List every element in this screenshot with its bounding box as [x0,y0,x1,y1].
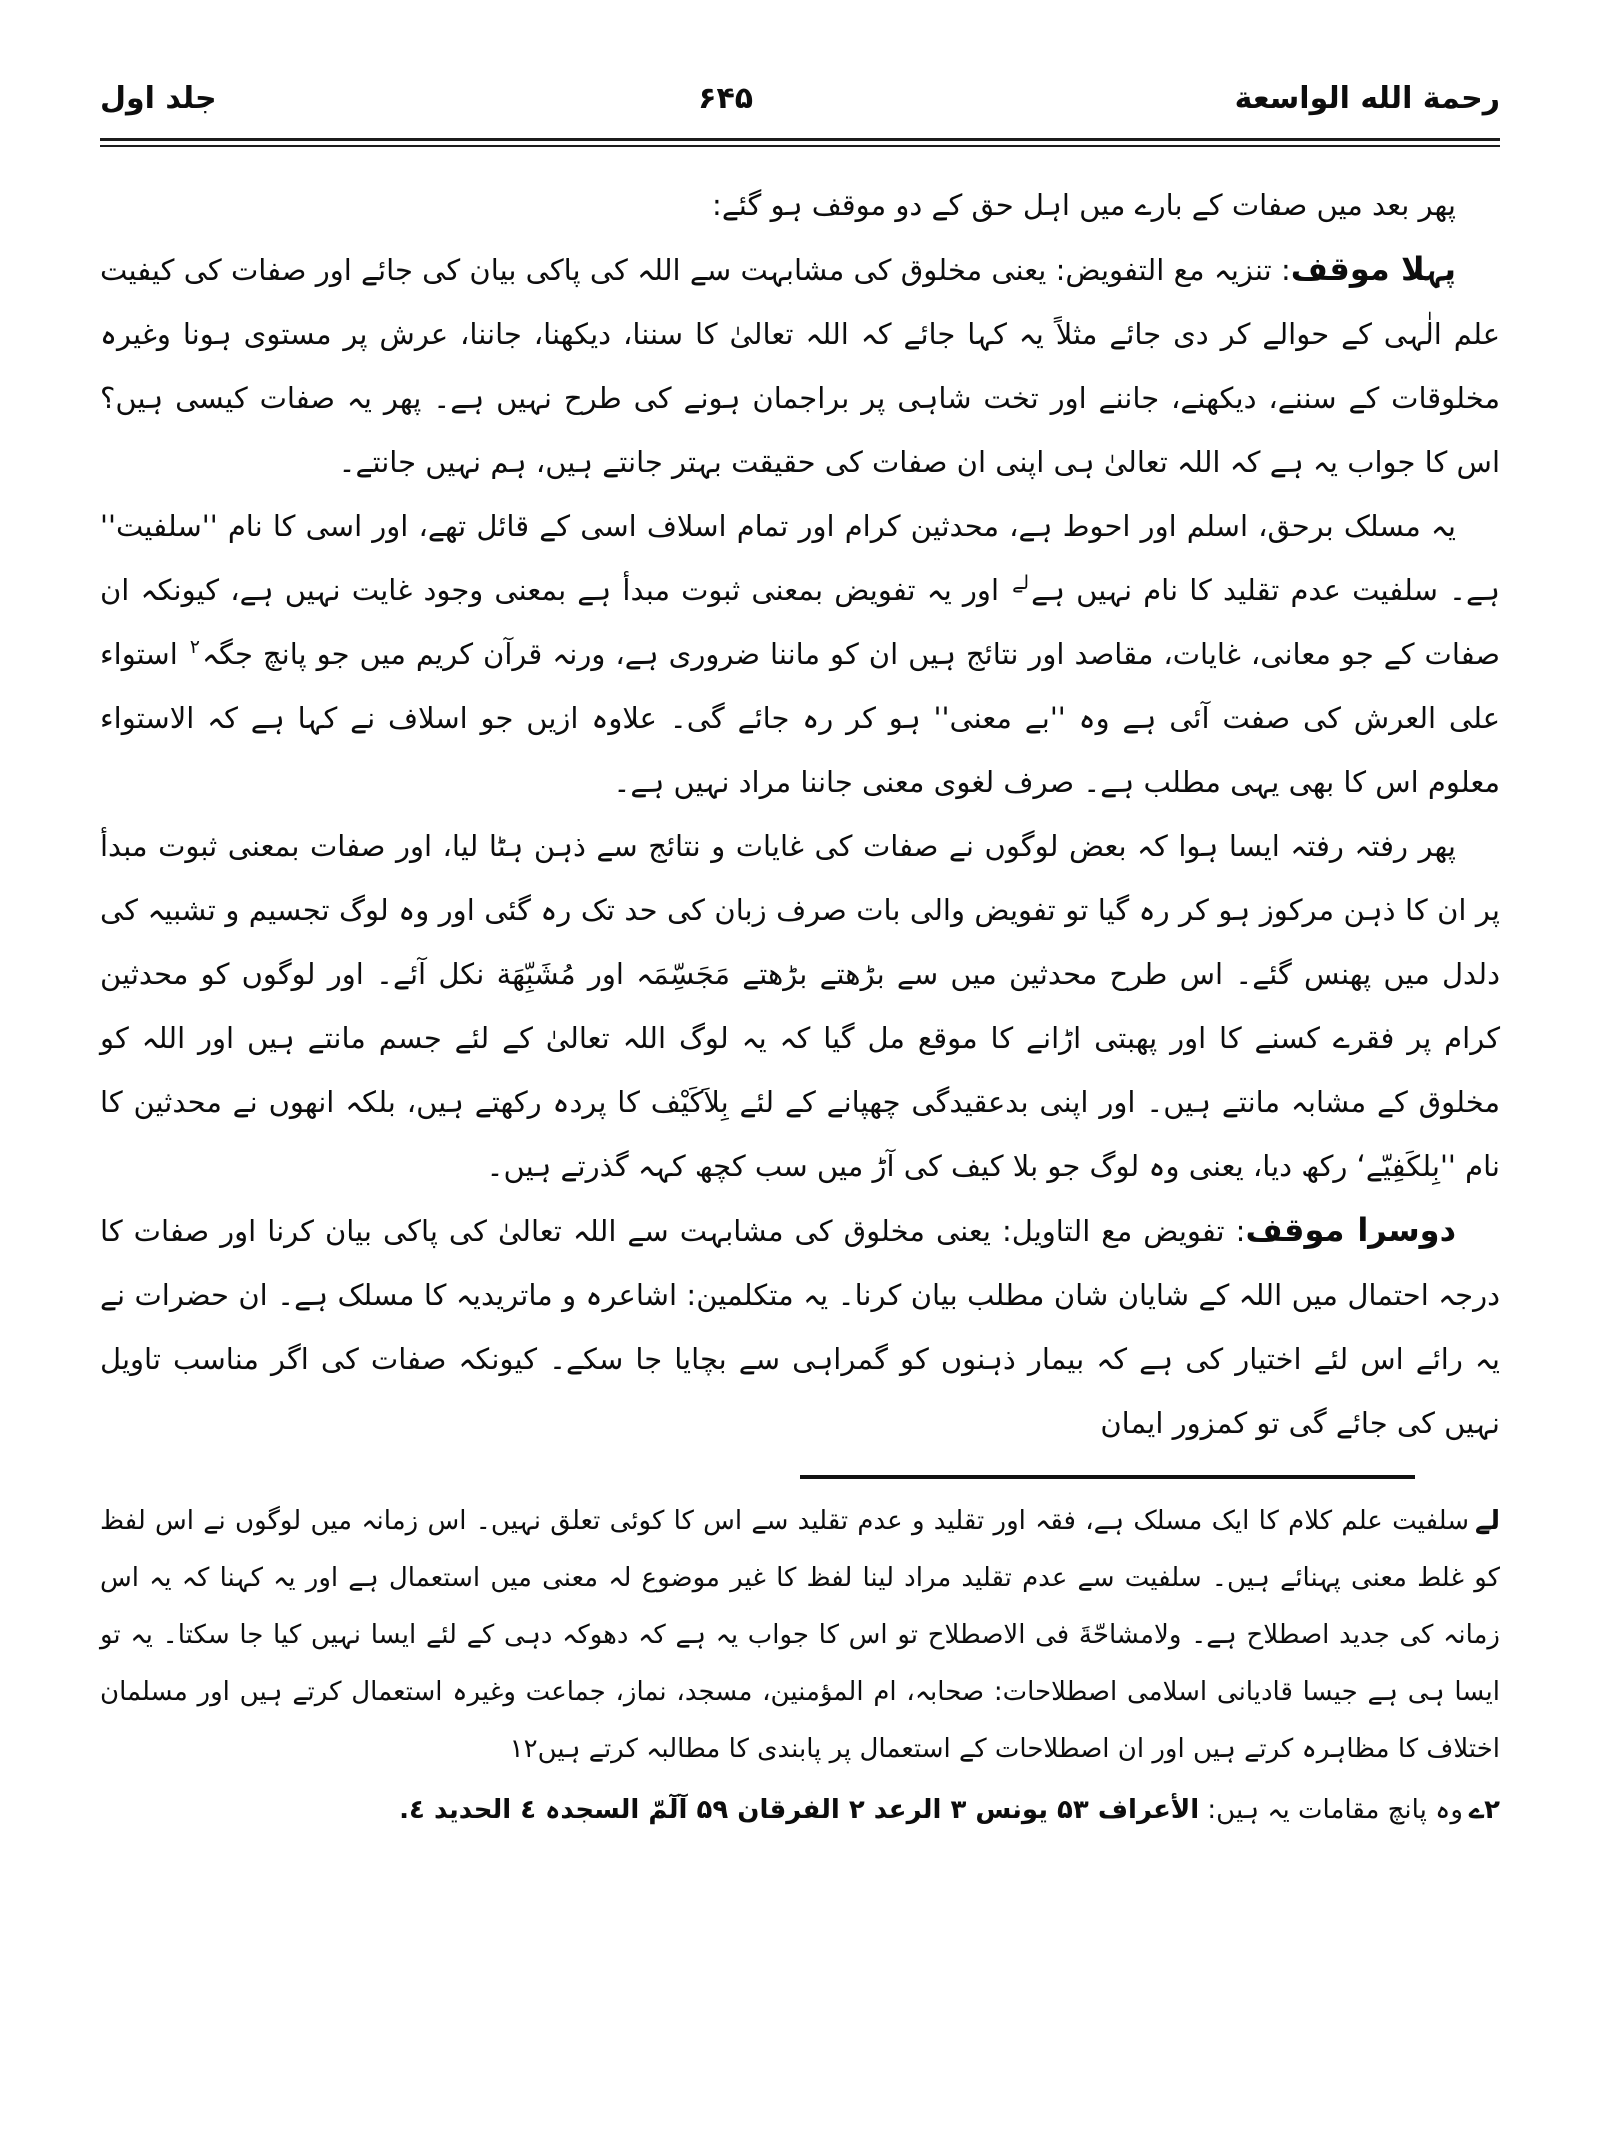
maslak-paragraph [100,494,1500,814]
maslak-text-c: استواء علی العرش کی صفت آئی ہے وہ ''بے معنی'' ہو کر رہ جائے گی۔ علاوہ ازیں جو اسلاف نے کہا ہے کہ الاستواء معلوم اس کا بھی یہی مطلب ہے۔ صرف لغوی معنی جاننا مراد نہیں ہے۔ [100,637,1501,799]
footnotes-section [100,1493,1500,1839]
footnote-2-intro: وہ پانچ مقامات یہ ہیں: [1199,1795,1463,1825]
maslak-text-a: یہ مسلک برحق، اسلم اور احوط ہے، محدثین کرام اور تمام اسلاف اسی کے قائل تھے، اور اسی کا نام ''سلفیت'' ہے۔ سلفیت عدم تقلید کا نام نہیں ہے [100,509,1500,607]
footnote-1 [100,1493,1500,1778]
second-position-text: : تفویض مع التاویل: یعنی مخلوق کی مشابہت سے اللہ تعالیٰ کی پاکی بیان کرنا اور صفات کا درجہ احتمال میں اللہ کے شایان شان مطلب بیان کرنا۔ یہ متکلمین: اشاعرہ و ماتریدیہ کا مسلک ہے۔ ان حضرات نے یہ رائے اس لئے اختیار کی ہے کہ بیمار ذہنوں کو گمراہی سے بچایا جا سکے۔ کیونکہ صفات کی اگر مناسب تاویل نہیں کی جائے گی تو کمزور ایمان [100,1214,1500,1440]
header-divider [100,138,1500,147]
footnote-2-references: الأعراف ۵۳ یونس ۳ الرعد ۲ الفرقان ۵۹ آلٓمّ السجدہ ٤ الحدید ٤. [399,1795,1200,1825]
footnote-2 [100,1782,1500,1839]
maslak-text-b: اور یہ تفویض بمعنی ثبوت مبدأ ہے بمعنی وجود غایت نہیں ہے، کیونکہ ان صفات کے جو معانی، غایات، مقاصد اور نتائج ہیں ان کو ماننا ضروری ہے، ورنہ قرآن کریم میں جو پانچ جگہ [100,573,1500,671]
gradual-text: پھر رفتہ رفتہ ایسا ہوا کہ بعض لوگوں نے صفات کی غایات و نتائج سے ذہن ہٹا لیا، اور صفات بمعنی ثبوت مبدأ پر ان کا ذہن مرکوز ہو کر رہ گیا تو تفویض والی بات صرف زبان کی حد تک رہ گئی اور وہ لوگ تجسیم و تشبیہ کی دلدل میں پھنس گئے۔ اس طرح محدثین میں سے بڑھتے بڑھتے مَجَسِّمَہ اور مُشَبِّهَة نکل آئے۔ اور لوگوں کو محدثین کرام پر فقرے کسنے کا اور پھبتی اڑانے کا موقع مل گیا کہ یہ لوگ اللہ تعالیٰ کے لئے جسم مانتے ہیں اور اللہ کو مخلوق کے مشابہ مانتے ہیں۔ اور اپنی بدعقیدگی چھپانے کے لئے بِلاَکَیْف کا پردہ رکھتے ہیں، بلکہ انھوں نے محدثین کا نام ''بِلکَفِیّے‘ رکھ دیا، یعنی وہ لوگ جو بلا کیف کی آڑ میں سب کچھ کہہ گذرتے ہیں۔ [100,829,1500,1183]
footnote-ref-2: ۲ [189,636,200,659]
page-header [100,78,1500,120]
volume-label: جلد اول [100,81,217,116]
footnote-ref-1: لے [1012,572,1030,595]
body-text [100,173,1500,1455]
book-title: رحمة الله الواسعة [1234,81,1500,116]
first-position-paragraph [100,237,1500,494]
footnote-1-text: سلفیت علم کلام کا ایک مسلک ہے، فقہ اور تقلید و عدم تقلید سے اس کا کوئی تعلق نہیں۔ اس زمانہ میں لوگوں نے اس لفظ کو غلط معنی پہنائے ہیں۔ سلفیت سے عدم تقلید مراد لینا لفظ کا غیر موضوع لہ معنی میں استعمال ہے اور یہ کہنا کہ یہ اس زمانہ کی جدید اصطلاح ہے۔ ولامشاحّةَ فی الاصطلاح تو اس کا جواب یہ ہے کہ دھوکہ دہی کے لئے ایسا نہیں کیا جا سکتا۔ یہ تو ایسا ہی ہے جیسا قادیانی اسلامی اصطلاحات: صحابہ، ام المؤمنین، مسجد، نماز، جماعت وغیرہ استعمال کرتے ہیں اور مسلمان اختلاف کا مظاہرہ کرتے ہیں اور ان اصطلاحات کے استعمال پر پابندی کا مطالبہ کرتے ہیں۱۲ [100,1506,1500,1764]
first-position-text: : تنزیہ مع التفویض: یعنی مخلوق کی مشابہت سے اللہ کی پاکی بیان کی جائے اور صفات کی کیفیت علم الٰہی کے حوالے کر دی جائے مثلاً یہ کہا جائے کہ اللہ تعالیٰ کا سننا، دیکھنا، جاننا، عرش پر مستوی ہونا وغیرہ مخلوقات کے سننے، دیکھنے، جاننے اور تخت شاہی پر براجمان ہونے کی طرح نہیں ہے۔ پھر یہ صفات کیسی ہیں؟ اس کا جواب یہ ہے کہ اللہ تعالیٰ ہی اپنی ان صفات کی حقیقت بہتر جانتے ہیں، ہم نہیں جانتے۔ [100,253,1501,479]
page-number: ۶۴۵ [698,81,754,116]
footnote-divider [800,1475,1415,1479]
first-position-heading: پہلا موقف [1290,250,1457,288]
intro-text: پھر بعد میں صفات کے بارے میں اہل حق کے دو موقف ہو گئے: [712,188,1456,222]
second-position-paragraph [100,1198,1500,1455]
footnote-1-marker: لے [1475,1506,1500,1536]
intro-paragraph [100,173,1500,237]
second-position-heading: دوسرا موقف [1245,1211,1456,1249]
gradual-paragraph [100,814,1500,1198]
footnote-2-marker: ۲ے [1468,1795,1500,1825]
